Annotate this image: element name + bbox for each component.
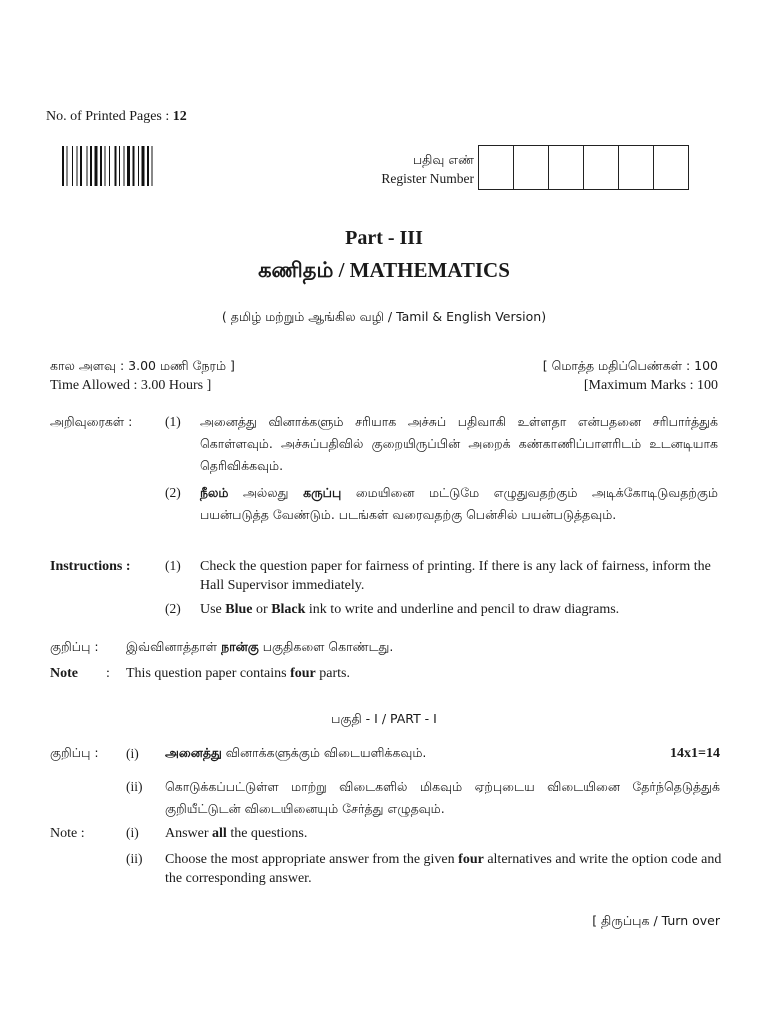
instruction-number: (2) xyxy=(165,485,181,500)
instruction-number: (2) xyxy=(165,601,181,616)
register-label-english: Register Number xyxy=(381,171,474,186)
note-tamil-text: இவ்வினாத்தாள் நான்கு பகுதிகளை கொண்டது. xyxy=(126,639,394,654)
printed-pages-label: No. of Printed Pages : xyxy=(46,109,170,124)
subject-title: கணிதம் / MATHEMATICS xyxy=(258,258,510,282)
part-one-tamil-item-2: கொடுக்கப்பட்டுள்ள மாற்று விடைகளில் மிகவும் ஏற்புடைய விடையினை தேர்ந்தெடுத்துக் குறியீட்டுடன் விடையினையும் சேர்த்து எழுதவும். xyxy=(165,779,720,816)
time-english: Time Allowed : 3.00 Hours ] xyxy=(50,378,212,393)
register-number-boxes[interactable] xyxy=(478,145,689,190)
part-one-note-english-label: Note : xyxy=(50,826,85,841)
note-tamil-label: குறிப்பு : xyxy=(50,639,99,654)
instructions-english-label: Instructions : xyxy=(50,559,131,574)
printed-pages-value: 12 xyxy=(172,109,187,124)
part-one-english-item-2: Choose the most appropriate answer from the given four alternatives and write the option code and the corresponding answer. xyxy=(165,852,722,886)
part-one-marks: 14x1=14 xyxy=(670,746,720,761)
instructions-tamil-label: அறிவுரைகள் : xyxy=(50,414,133,429)
turn-over: [ திருப்புக / Turn over xyxy=(592,913,720,928)
part-one-note-tamil-label: குறிப்பு : xyxy=(50,745,99,760)
item-number: (ii) xyxy=(126,851,143,866)
register-digit-box[interactable] xyxy=(549,146,584,189)
register-digit-box[interactable] xyxy=(584,146,619,189)
note-colon: : xyxy=(106,666,110,681)
note-english-text: This question paper contains four parts. xyxy=(126,666,350,681)
time-tamil: கால அளவு : 3.00 மணி நேரம் ] xyxy=(50,358,235,373)
marks-tamil: [ மொத்த மதிப்பெண்கள் : 100 xyxy=(542,358,718,373)
instruction-number: (1) xyxy=(165,414,181,429)
part-one-heading: பகுதி - I / PART - I xyxy=(331,711,437,726)
item-number: (i) xyxy=(126,746,139,761)
marks-english: [Maximum Marks : 100 xyxy=(583,378,718,393)
instruction-tamil-1: அனைத்து வினாக்களும் சரியாக அச்சுப் பதிவாகி உள்ளதா என்பதனை சரிபார்த்துக் கொள்ளவும். அச்சுப்பதிவில் குறையிருப்பின் அறைக் கண்காணிப்பாளரிடம் உடனடியாக தெரிவிக்கவும். xyxy=(200,414,718,473)
part-one-english-item-1: Answer all the questions. xyxy=(165,826,308,841)
register-digit-box[interactable] xyxy=(619,146,654,189)
part-one-tamil-item-1: அனைத்து வினாக்களுக்கும் விடையளிக்கவும். xyxy=(165,745,427,760)
medium-line: ( தமிழ் மற்றும் ஆங்கில வழி / Tamil & English Version) xyxy=(221,309,547,324)
register-number-label xyxy=(364,150,474,188)
register-digit-box[interactable] xyxy=(479,146,514,189)
instruction-english-1: Check the question paper for fairness of printing. If there is any lack of fairness, inform the Hall Supervisor immediately. xyxy=(200,559,711,593)
part-heading: Part - III xyxy=(345,227,423,249)
instruction-tamil-2: நீலம் அல்லது கருப்பு மையினை மட்டுமே எழுதுவதற்கும் அடிக்கோடிடுவதற்கும் பயன்படுத்த வேண்டும். படங்கள் வரைவதற்கு பென்சில் பயன்படுத்தவும். xyxy=(200,485,718,522)
register-label-tamil: பதிவு எண் xyxy=(412,152,474,167)
register-digit-box[interactable] xyxy=(654,146,688,189)
printed-pages xyxy=(46,109,187,125)
instruction-number: (1) xyxy=(165,558,181,573)
register-digit-box[interactable] xyxy=(514,146,549,189)
item-number: (ii) xyxy=(126,779,143,794)
barcode-image xyxy=(62,146,192,186)
instruction-english-2: Use Blue or Black ink to write and underline and pencil to draw diagrams. xyxy=(200,602,620,617)
note-english-label: Note xyxy=(50,666,78,681)
item-number: (i) xyxy=(126,825,139,840)
